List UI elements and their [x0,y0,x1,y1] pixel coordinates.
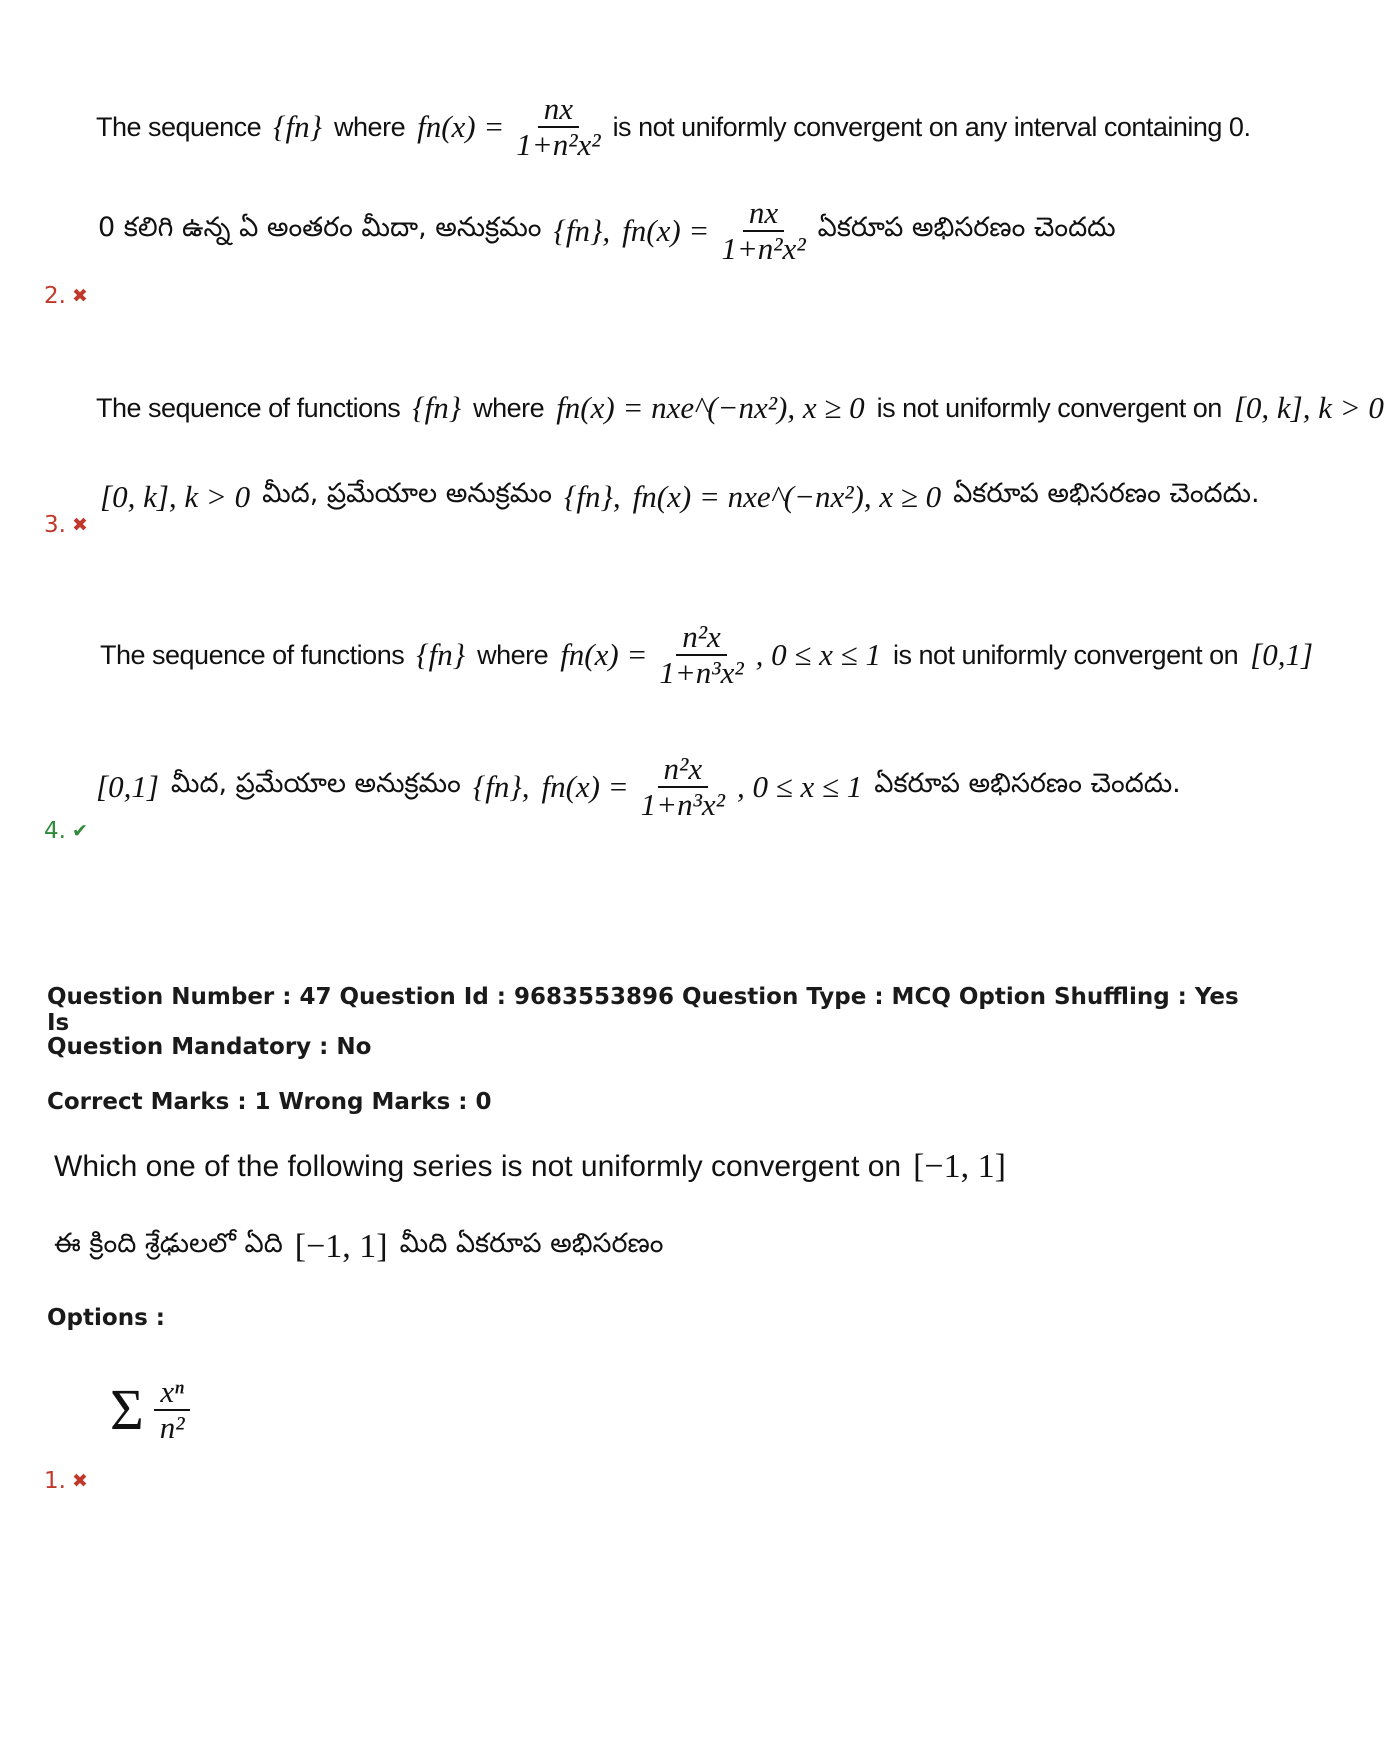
option-2-english [96,92,1250,162]
fraction [653,620,749,690]
telugu-text: మీద, ప్రమేయాల అనుక్రమం [262,478,552,509]
question-marks: Correct Marks : 1 Wrong Marks : 0 [47,1089,492,1115]
math-interval: [−1, 1] [913,1148,1006,1185]
fraction [154,1375,191,1445]
math-range: , 0 ≤ x ≤ 1 [736,769,863,805]
sigma-symbol: Σ [110,1377,144,1443]
option-1-expression [110,1375,197,1445]
math-lhs: fn(x) = [541,769,629,805]
text: The sequence of functions [100,639,405,670]
fraction [635,752,731,822]
math-range: , 0 ≤ x ≤ 1 [755,637,881,673]
cross-icon: ✖ [71,1470,88,1492]
denominator: 1+n³x² [659,655,744,691]
denominator: 1+n²x² [516,127,601,163]
option-number-4 [44,818,88,844]
math-lhs: fn(x) = [560,637,648,673]
telugu-text: ఏకరూప అభిసరణం చెందదు [817,212,1116,244]
option-number-label: 3. [44,512,66,538]
telugu-text: ఈ క్రింది శ్రేఢులలో ఏది [54,1228,283,1259]
option-2-telugu [98,196,1116,266]
telugu-text: 0 కలిగి ఉన్న ఏ అంతరం మీదా, అనుక్రమం [98,212,542,244]
cross-icon: ✖ [71,514,88,536]
option-number-2 [44,283,88,309]
numerator: nx [538,92,579,128]
denominator: n² [159,1410,185,1446]
numerator: nx [743,196,784,232]
math-set: {fn} [416,637,466,673]
denominator: 1+n²x² [721,231,806,267]
option-4-telugu [96,752,1181,822]
math-interval: [0,1] [96,769,159,805]
math-expression: fn(x) = nxe^(−nx²), x ≥ 0 [556,390,865,425]
question-telugu [54,1228,664,1266]
fraction [510,92,606,162]
math-interval: [0, k], k > 0 [100,479,251,514]
math-lhs: fn(x) = [622,213,710,249]
numerator: n²x [676,620,727,656]
math-set: {fn} [273,109,323,145]
telugu-text: మీద, ప్రమేయాల అనుక్రమం [170,768,461,800]
math-set: {fn}, [553,213,611,249]
math-set: {fn}, [564,479,621,514]
options-label: Options : [47,1305,165,1331]
text: is not uniformly convergent on any interval containing 0. [612,111,1251,142]
denominator: 1+n³x² [640,787,725,823]
check-icon: ✔ [71,820,88,842]
math-interval: [0, k], k > 0 [1233,390,1384,425]
numerator: n²x [658,752,709,788]
math-set: {fn} [412,390,462,425]
telugu-text: ఏకరూప అభిసరణం చెందదు. [874,768,1181,800]
math-interval: [0,1] [1250,637,1314,673]
option-3-english [96,390,1384,426]
text: where [334,111,406,142]
telugu-text: మీది ఏకరూప అభిసరణం [399,1228,664,1259]
question-meta-line1: Question Number : 47 Question Id : 9683553896 Question Type : MCQ Option Shuffling : Yes Is [47,984,1239,1036]
math-set: {fn}, [472,769,530,805]
question-english [54,1148,1006,1186]
option-number-label: 1. [44,1468,66,1494]
cross-icon: ✖ [71,285,88,307]
option-number-label: 4. [44,818,66,844]
text: is not uniformly convergent on [892,639,1239,670]
option-4-english [100,620,1313,690]
text: is not uniformly convergent on [876,392,1222,423]
math-expression: fn(x) = nxe^(−nx²), x ≥ 0 [632,479,942,514]
math-lhs: fn(x) = [417,109,505,145]
numerator: xⁿ [154,1375,190,1411]
question-meta-line2: Question Mandatory : No [47,1034,372,1060]
text: The sequence [96,111,262,142]
telugu-text: ఏకరూప అభిసరణం చెందదు. [953,478,1260,509]
fraction [715,196,811,266]
option-number-3 [44,512,88,538]
option-number-1 [44,1468,88,1494]
option-number-label: 2. [44,283,66,309]
option-3-telugu [100,478,1260,516]
math-interval: [−1, 1] [294,1228,388,1265]
text: where [477,639,549,670]
text: The sequence of functions [96,392,401,423]
text: where [473,392,545,423]
question-text: Which one of the following series is not uniformly convergent on [54,1150,902,1183]
